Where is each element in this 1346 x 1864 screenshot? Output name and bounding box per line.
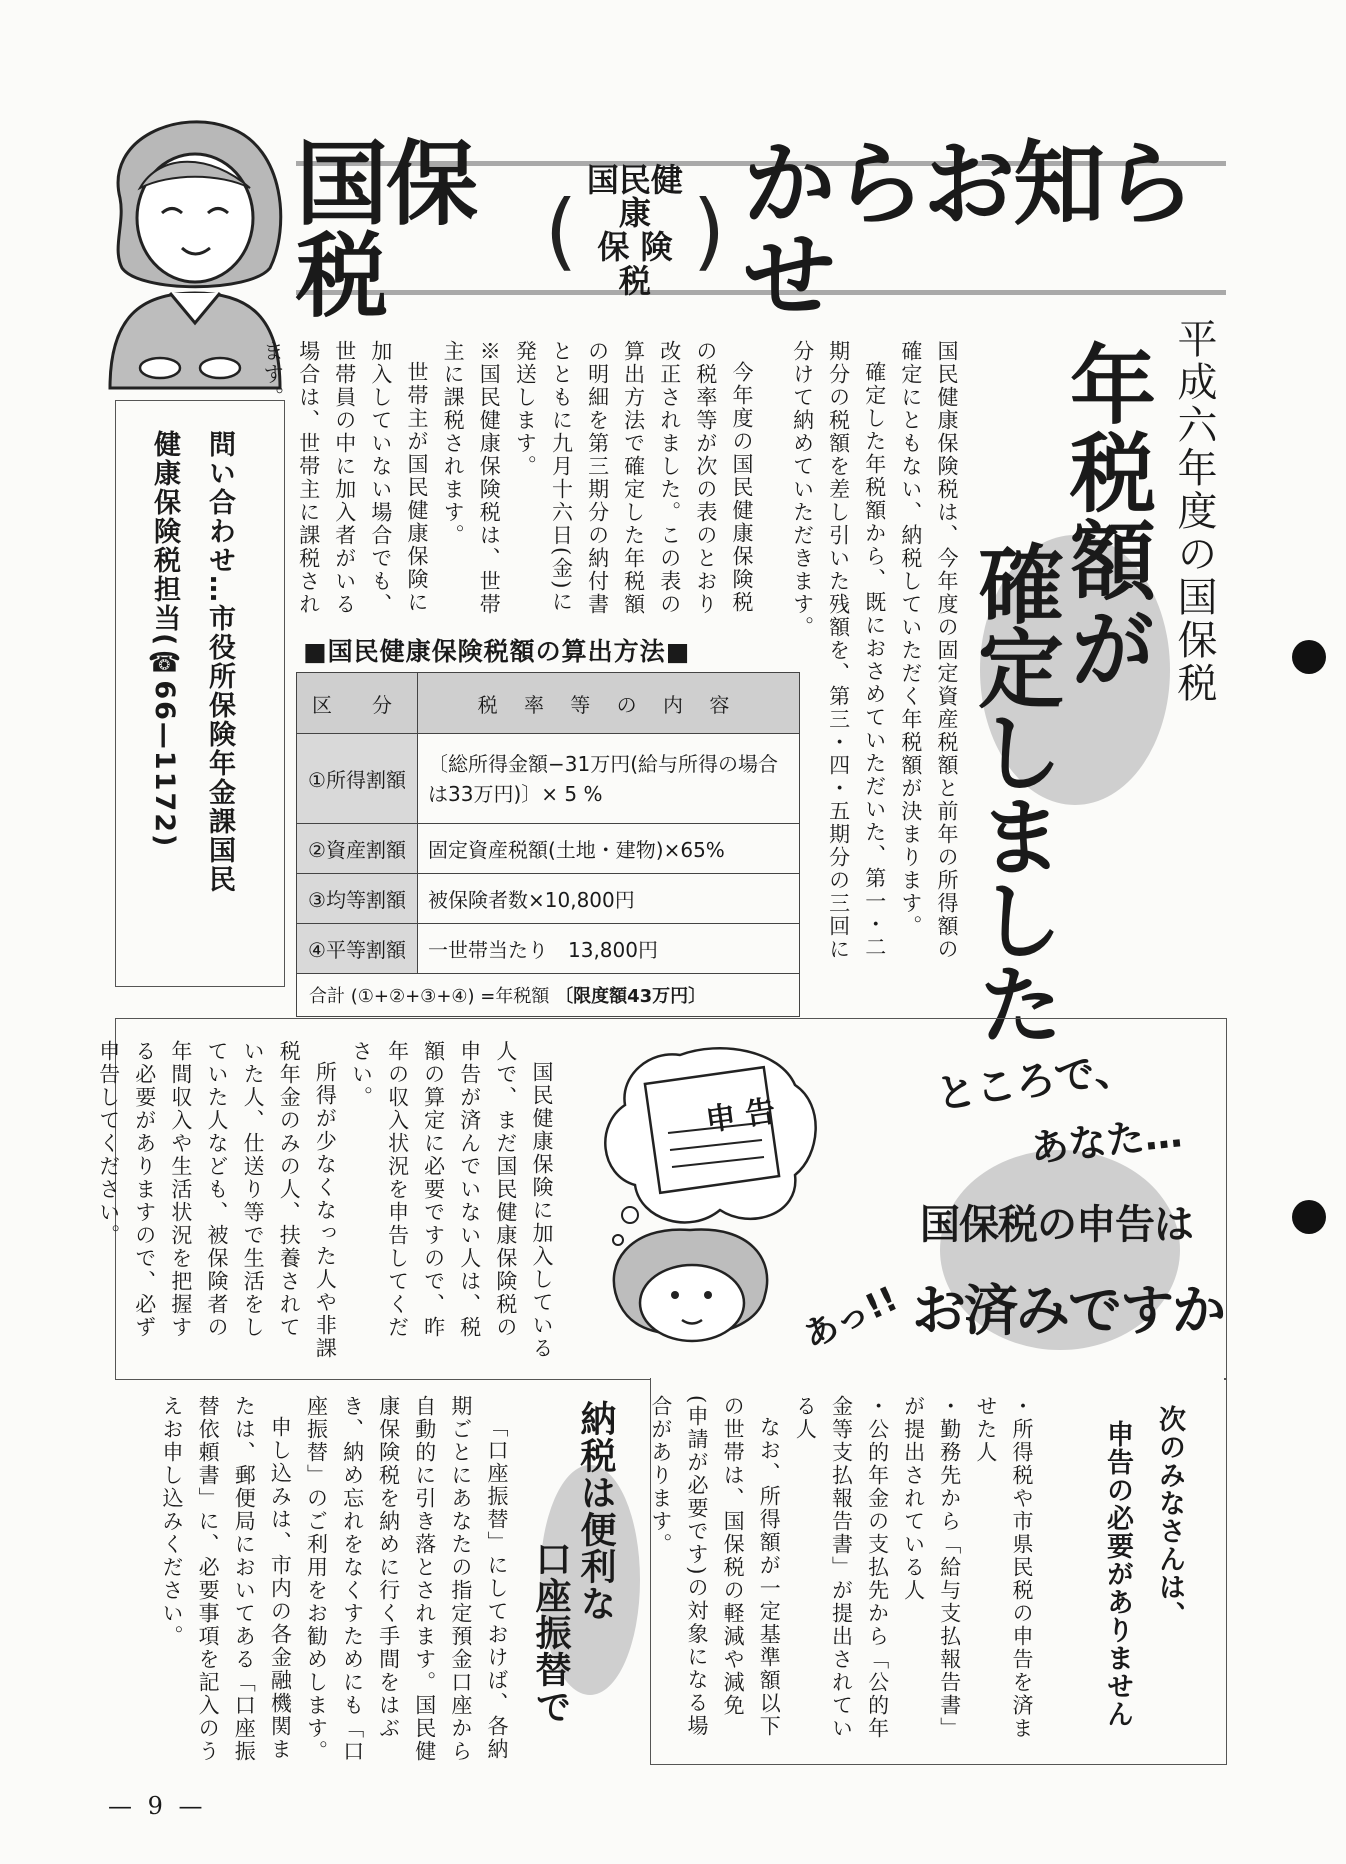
article3-body [120,1395,515,1765]
article2-headline-2: お済みですか [912,1279,1224,1342]
tax-total-limit: 〔限度額43万円〕 [555,986,707,1007]
masthead-sub-line1: 国民健康 [586,160,683,233]
binder-hole-top [1292,640,1326,674]
masthead-title [296,131,1226,330]
list-item: ・公的年金の支払先から「公的年金等支払報告書」が提出されている人 [793,1395,890,1740]
document-label: 申告 [703,1092,788,1139]
article1-paragraph-5: 世帯主が国民健康保険に加入していない場合でも、世帯員の中に加入者がいる場合は、世帯主に課税されます。 [260,340,430,616]
article2-lead-2: あなた… [1028,1111,1185,1171]
tax-row-content: 被保険者数×10,800円 [418,874,800,924]
tax-table-header-content: 税 率 等 の 内 容 [418,673,800,734]
table-row [297,734,800,824]
article3-headline-2: 口座振替で [530,1540,571,1725]
article1-headline-1: 年税額が [1055,340,1155,692]
article1-headline-2: 確定しました [963,540,1063,1044]
article3-paragraph-1: 「口座振替」にしておけば、各納期ごとにあなたの指定預金口座から自動的に引き落とされます。国民健康保険税を納めに行く手間をはぶき、納め忘れをなくすためにも「口座振替」のご利用をお勧めします。 [304,1395,509,1763]
article1-kicker: 平成六年度の国保税 [1171,318,1217,705]
article2-paragraph-1: 国民健康保険に加入している人で、まだ国民健康保険税の申告が済んでいない人は、税額の算定に必要ですので、昨年の収入状況を申告してください。 [349,1040,554,1360]
masthead-sub [577,160,692,300]
not-required-title-1: 次のみなさんは、 [1154,1405,1185,1629]
not-required-body [648,1395,1040,1750]
masthead-paren-open: ( [544,182,578,280]
masthead-sub-line2: 保 険 税 [597,228,673,300]
tax-row-label: ③均等割額 [297,874,418,924]
binder-hole-bottom [1292,1200,1326,1234]
not-required-title-2: 申告の必要がありません [1102,1420,1133,1728]
table-row [297,924,800,974]
list-item: ・勤務先から「給与支払報告書」が提出されている人 [901,1395,962,1740]
tax-table-header-category: 区 分 [297,673,418,734]
box-gap-cover [651,1376,1224,1380]
tax-table-total [297,974,800,1017]
article2-paragraph-2: 所得が少なくなった人や非課税年金のみの人、扶養されていた人、仕送り等で生活をしていた人なども、被保険者の年間収入や生活状況を把握する必要がありますので、必ず申告してください。 [96,1040,338,1360]
masthead-paren-close: ) [692,182,726,280]
page-number: — 9 — [108,1792,207,1820]
table-row [297,874,800,924]
article2-lead-1: ところで、 [933,1045,1137,1119]
masthead-tail: からお知らせ [743,131,1194,330]
article1-paragraph-2: 確定した年税額から、既におさめていただいた、第一・二期分の税額を差し引いた残額を、第三・四・五期分の三回に分けて納めていただきます。 [790,340,887,961]
list-item: ・所得税や市県民税の申告を済ませた人 [973,1395,1034,1740]
contact-line-1: 問い合わせ…市役所保険年金課国民 [204,430,235,894]
tax-table [296,672,800,1017]
tax-total-prefix: 合計 (①+②+③+④) =年税額 [309,986,550,1007]
tax-row-label: ①所得割額 [297,734,418,824]
article1-paragraph-3: 今年度の国民健康保険税の税率等が次の表のとおり改正されました。この表の算出方法で確定した年税額の明細を第三期分の納付書とともに九月十六日(金)に発送します。 [513,340,754,616]
tax-row-content: 〔総所得金額−31万円(給与所得の場合は33万円)〕× 5 % [418,734,800,824]
article1-paragraph-4: ※国民健康保険税は、世帯主に課税されます。 [441,340,502,616]
article1-body-left [260,340,760,630]
thinking-illustration [590,1045,830,1345]
tax-table-title: ■国民健康保険税額の算出方法■ [303,637,691,666]
table-row [297,824,800,874]
article3-headline-1: 納税は便利な [575,1400,616,1622]
masthead-main: 国保税 [296,131,477,330]
tax-row-content: 固定資産税額(土地・建物)×65% [418,824,800,874]
tax-table-header [297,673,800,734]
not-required-note: なお、所得額が一定基準額以下の世帯は、国保税の軽減や減免(申請が必要です)の対象になる場合があります。 [648,1395,782,1738]
article1-paragraph-1: 国民健康保険税は、今年度の固定資産税額と前年の所得額の確定にともない、納税していただく年税額が決まります。 [898,340,959,961]
tax-row-content: 一世帯当たり 13,800円 [418,924,800,974]
tax-row-label: ④平等割額 [297,924,418,974]
tax-row-label: ②資産割額 [297,824,418,874]
exclaim-text: あっ!! [797,1278,904,1357]
article3-paragraph-2: 申し込みは、市内の各金融機関または、郵便局においてある「口座振替依頼書」に、必要事項を記入のうえお申し込みください。 [160,1395,293,1763]
contact-line-2: 健康保険税担当(☎66—1172) [149,430,180,849]
article2-headline-1: 国保税の申告は [920,1202,1193,1248]
article2-body [96,1040,560,1360]
